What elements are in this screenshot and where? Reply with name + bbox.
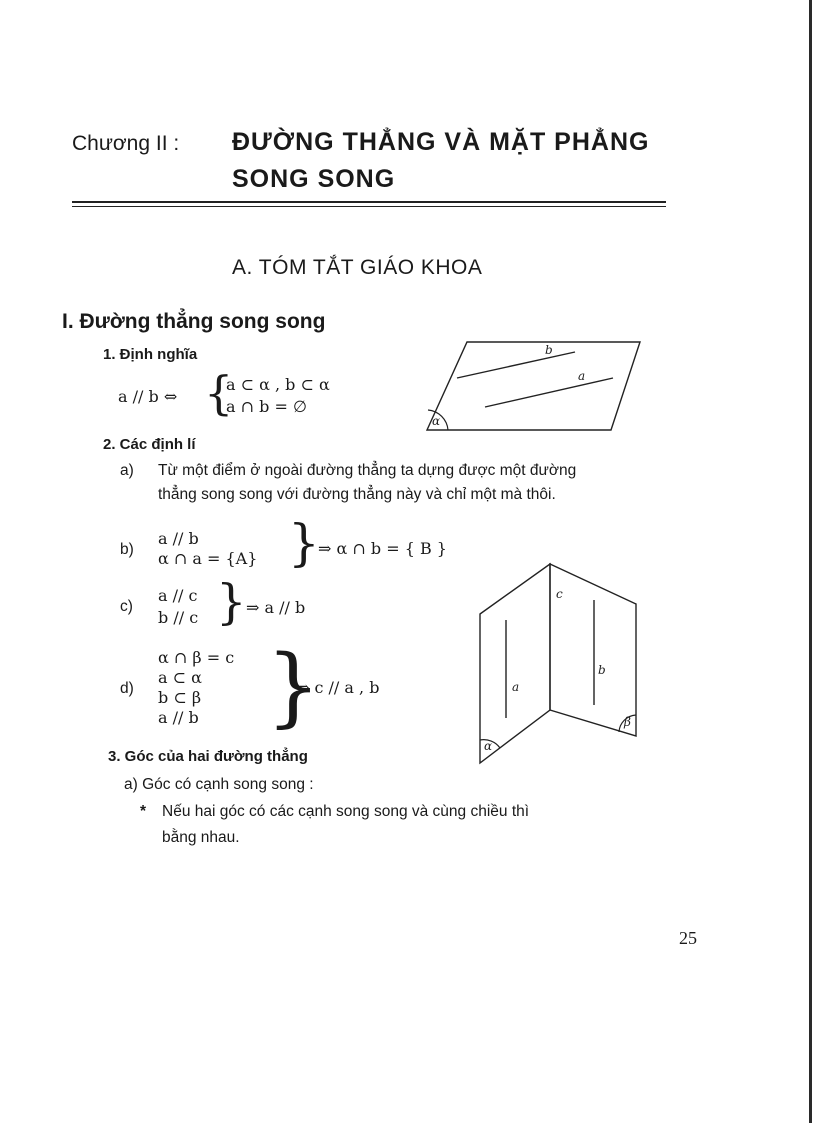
theorem-b-result: ⇒ α ∩ b = { B } [318,539,447,558]
line-b-shape [457,352,575,378]
chapter-label: Chương II : [72,132,180,155]
theorem-b-label: b) [120,541,134,558]
part-title: I. Đường thẳng song song [62,310,326,333]
intersecting-planes-figure [476,560,646,770]
angles-bullet-line2: bằng nhau. [162,829,240,846]
plane-alpha-shape [427,342,640,430]
figure2-label-b: b [598,663,606,677]
theorem-d-line1: α ∩ β = c [158,648,235,667]
theorem-c-line2: b // c [158,608,199,627]
parallel-lines-figure [424,338,654,438]
theorem-b-line2: α ∩ a = {A} [158,549,258,568]
plane-alpha-left-shape [480,564,550,763]
theorem-a-line1: Từ một điểm ở ngoài đường thẳng ta dựng được một đường [158,462,577,479]
angles-bullet-mark: * [140,803,147,820]
theorem-c-brace: } [216,574,247,630]
section-title: A. TÓM TẮT GIÁO KHOA [232,256,483,279]
page-number: 25 [679,928,697,948]
definition-brace: { [204,366,234,420]
chapter-title-line2: SONG SONG [232,165,396,193]
page-edge [809,0,812,1123]
header-rule-thick [72,201,666,203]
chapter-title [232,124,649,198]
theorem-c-result: ⇒ a // b [246,598,306,617]
plane-beta-right-shape [550,564,636,736]
figure1-label-b: b [545,343,553,357]
definition-line2: a ∩ b = ∅ [226,397,307,416]
theorem-a-label: a) [120,462,134,479]
figure2-label-alpha: α [484,739,493,753]
theorem-b-line1: a // b [158,529,199,548]
theorem-c-label: c) [120,598,133,615]
theorem-c-line1: a // c [158,586,198,605]
header-rule-thin [72,206,666,207]
theorem-a-line2: thẳng song song với đường thẳng này và chỉ một mà thôi. [158,486,556,503]
figure1-label-a: a [578,369,586,383]
figure2-label-c: c [556,587,563,601]
definition-lhs: a // b ⇔ [118,387,178,406]
theorem-d-brace: } [266,637,321,737]
definition-line1: a ⊂ α , b ⊂ α [226,375,330,394]
theorem-d-label: d) [120,680,134,697]
chapter-title-line1: ĐƯỜNG THẲNG VÀ MẶT PHẲNG [232,128,650,156]
angles-sub-a: a) Góc có cạnh song song : [124,776,314,793]
angles-bullet-line1: Nếu hai góc có các cạnh song song và cùng chiều thì [162,803,530,820]
theorem-b-brace: } [288,514,320,572]
theorem-d-result: ⇒ c // a , b [296,678,380,697]
figure2-label-beta: β [624,715,631,729]
theorems-heading: 2. Các định lí [103,436,196,453]
definition-heading: 1. Định nghĩa [103,346,198,363]
theorem-d-line3: b ⊂ β [158,688,202,707]
theorem-d-line2: a ⊂ α [158,668,202,687]
figure1-label-plane: α [432,414,441,428]
angles-heading: 3. Góc của hai đường thẳng [108,748,308,765]
figure2-label-a: a [512,680,520,694]
line-a-shape [485,378,613,407]
theorem-d-line4: a // b [158,708,199,727]
